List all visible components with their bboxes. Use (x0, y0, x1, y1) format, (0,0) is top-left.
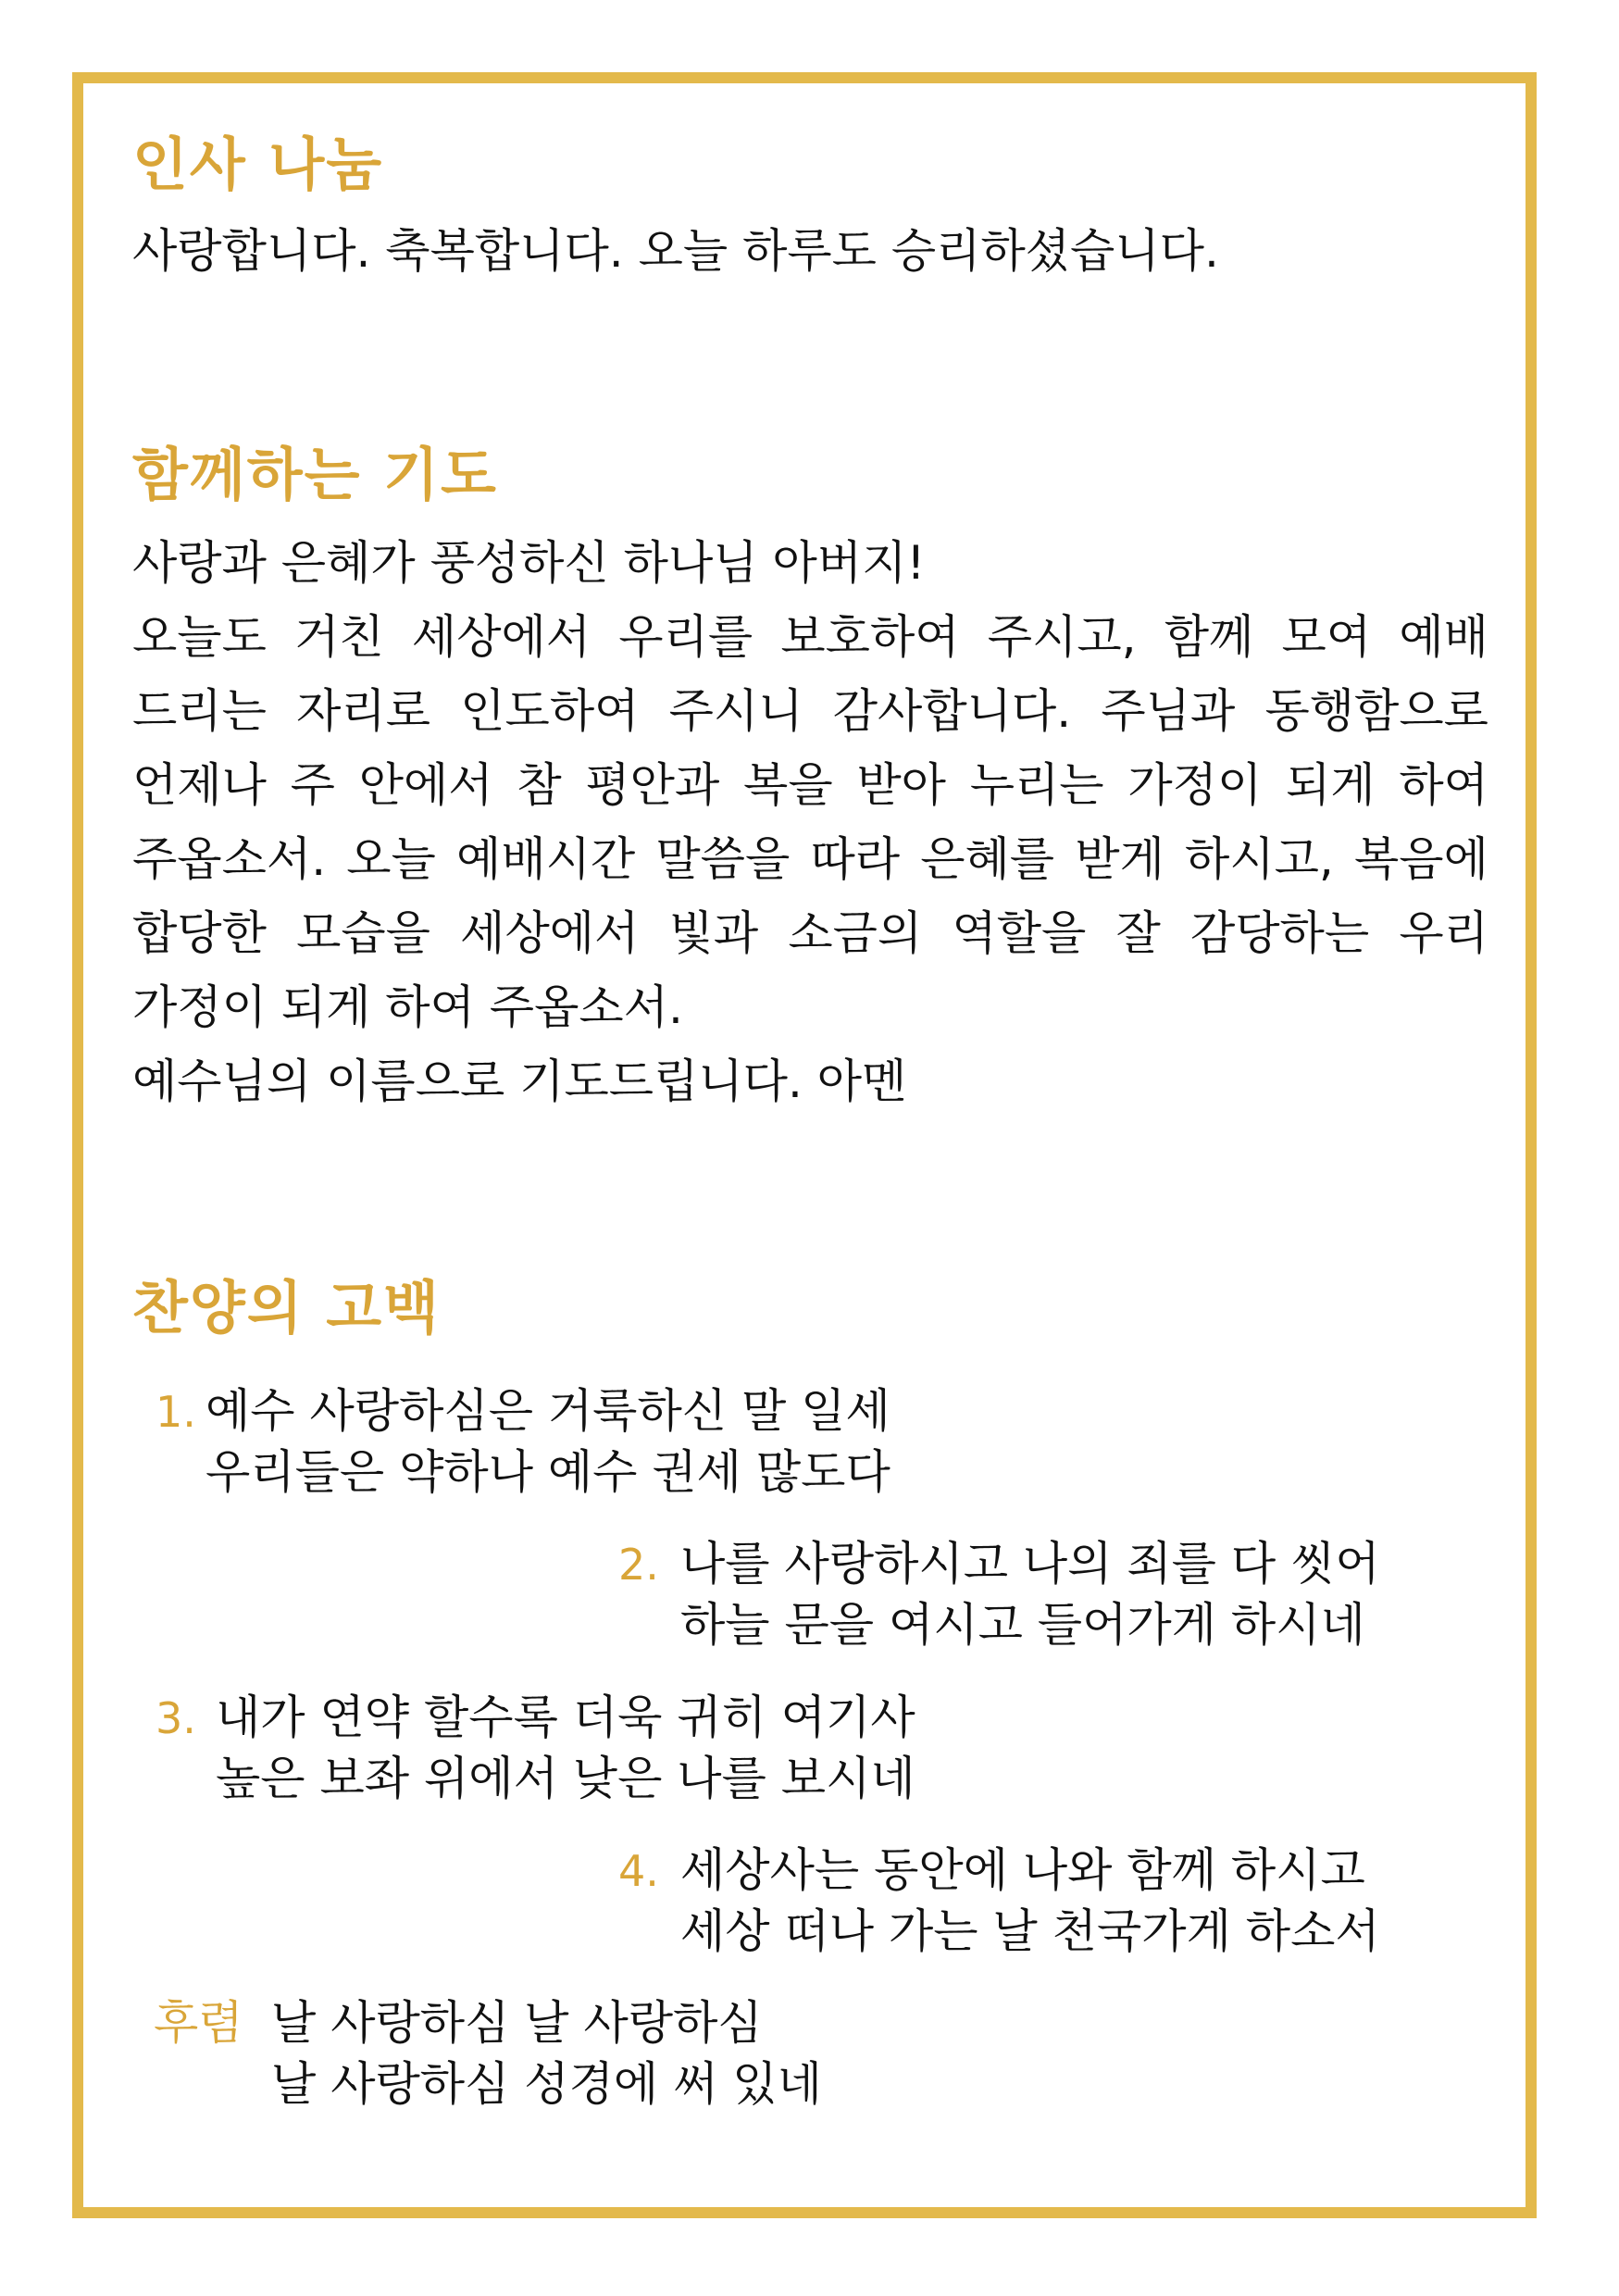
prayer-word: 하여 (1399, 758, 1488, 812)
prayer-word: 은혜를 (920, 832, 1055, 886)
prayer-line: 예수님의 이름으로 기도드립니다. 아멘 (132, 1054, 907, 1108)
prayer-word: 예배 (1399, 610, 1488, 664)
prayer-word: 드리는 (132, 684, 267, 738)
prayer-word: 인도하여 (460, 684, 640, 738)
chorus-label: 후렴 (154, 1996, 243, 2050)
verse-number: 1. (156, 1387, 196, 1437)
prayer-word: 하시고, (1185, 832, 1334, 886)
prayer-line (132, 906, 1488, 960)
prayer-word: 주 (290, 758, 335, 812)
verse-line: 높은 보좌 위에서 낮은 나를 보시네 (216, 1752, 915, 1805)
hymn-title: 찬양의 고백 (132, 1274, 442, 1341)
prayer-word: 잘 (1115, 906, 1161, 960)
verse-number: 4. (618, 1846, 659, 1896)
prayer-word: 빛과 (668, 906, 759, 960)
verse-line: 세상사는 동안에 나와 함께 하시고 (680, 1843, 1365, 1897)
verse-line: 예수 사랑하심은 거룩하신 말 일세 (205, 1384, 890, 1438)
greeting-title: 인사 나눔 (132, 131, 384, 198)
verse-line: 하늘 문을 여시고 들어가게 하시네 (680, 1598, 1365, 1652)
prayer-word: 복을 (743, 758, 833, 812)
prayer-word: 보호하여 (780, 610, 960, 664)
verse-line: 세상 떠나 가는 날 천국가게 하소서 (680, 1904, 1380, 1958)
prayer-word: 주시고, (987, 610, 1137, 664)
prayer-word: 받게 (1075, 832, 1164, 886)
prayer-word: 누리는 (969, 758, 1104, 812)
prayer-word: 감당하는 (1189, 906, 1370, 960)
prayer-word: 세상에서 (411, 610, 592, 664)
prayer-word: 되게 (1285, 758, 1376, 812)
prayer-word: 감사합니다. (832, 684, 1072, 738)
verse-line: 내가 연약 할수록 더욱 귀히 여기사 (216, 1691, 915, 1744)
prayer-word: 세상에서 (460, 906, 640, 960)
prayer-word: 우리 (1399, 906, 1488, 960)
prayer-word: 평안과 (585, 758, 720, 812)
prayer-word: 오늘도 (132, 610, 267, 664)
prayer-word: 예배시간 (456, 832, 636, 886)
prayer-word: 동행함으로 (1264, 684, 1488, 738)
prayer-word: 오늘 (346, 832, 436, 886)
prayer-line (132, 832, 1488, 886)
prayer-word: 안에서 (358, 758, 493, 812)
prayer-title: 함께하는 기도 (132, 441, 498, 508)
prayer-word: 참 (517, 758, 562, 812)
chorus-line: 날 사랑하심 성경에 써 있네 (271, 2057, 822, 2111)
prayer-word: 함께 (1164, 610, 1254, 664)
prayer-word: 언제나 (132, 758, 267, 812)
verse-number: 2. (618, 1540, 659, 1590)
prayer-word: 복음에 (1353, 832, 1488, 886)
verse-number: 3. (156, 1693, 196, 1743)
prayer-line (132, 684, 1488, 738)
chorus-line: 날 사랑하심 날 사랑하심 (271, 1996, 763, 2050)
prayer-word: 우리를 (618, 610, 753, 664)
prayer-word: 따라 (810, 832, 901, 886)
prayer-word: 모여 (1281, 610, 1372, 664)
prayer-line: 가정이 되게 하여 주옵소서. (132, 980, 683, 1034)
prayer-word: 주시니 (668, 684, 803, 738)
prayer-word: 역할을 (952, 906, 1087, 960)
prayer-word: 합당한 (132, 906, 267, 960)
verse-line: 우리들은 약하나 예수 권세 많도다 (205, 1445, 890, 1499)
prayer-word: 자리로 (296, 684, 431, 738)
prayer-word: 가정이 (1127, 758, 1263, 812)
prayer-line: 사랑과 은혜가 풍성하신 하나님 아버지! (132, 536, 926, 590)
prayer-word: 소금의 (788, 906, 923, 960)
greeting-text: 사랑합니다. 축복합니다. 오늘 하루도 승리하셨습니다. (132, 224, 1219, 278)
prayer-line (132, 758, 1488, 812)
prayer-word: 모습을 (296, 906, 430, 960)
prayer-line (132, 610, 1488, 664)
prayer-word: 받아 (856, 758, 946, 812)
prayer-word: 주님과 (1101, 684, 1236, 738)
prayer-word: 거친 (294, 610, 384, 664)
verse-line: 나를 사랑하시고 나의 죄를 다 씻어 (680, 1537, 1380, 1591)
prayer-word: 주옵소서. (132, 832, 327, 886)
prayer-word: 말씀을 (655, 832, 791, 886)
